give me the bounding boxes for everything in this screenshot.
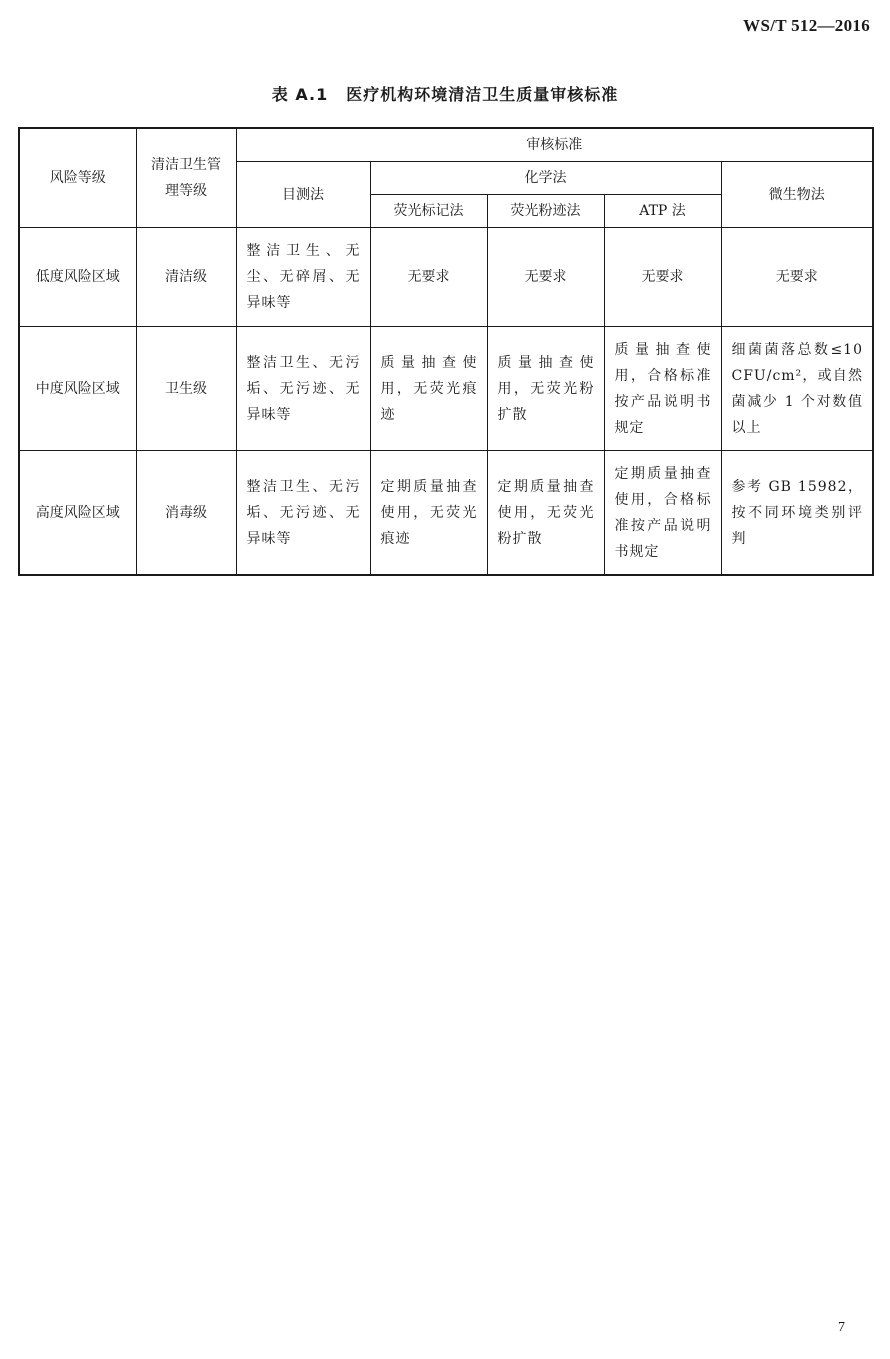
microbial-cell: 参考 GB 15982，按不同环境类别评判 xyxy=(721,451,873,576)
header-row-1 xyxy=(19,128,873,162)
risk-cell: 中度风险区域 xyxy=(19,327,136,451)
header-chemical-method: 化学法 xyxy=(370,162,721,195)
visual-cell: 整洁卫生、无尘、无碎屑、无异味等 xyxy=(236,228,370,327)
table-row xyxy=(19,327,873,451)
level-cell: 消毒级 xyxy=(136,451,236,576)
document-code: WS/T 512—2016 xyxy=(743,16,870,35)
risk-cell: 高度风险区域 xyxy=(19,451,136,576)
visual-cell: 整洁卫生、无污垢、无污迹、无异味等 xyxy=(236,451,370,576)
level-cell: 卫生级 xyxy=(136,327,236,451)
header-fluorescent-powder: 荧光粉迹法 xyxy=(487,195,604,228)
powder-cell: 无要求 xyxy=(487,228,604,327)
table-number: 表 A.1 xyxy=(271,85,329,104)
table-title xyxy=(0,82,890,105)
header-audit-standard: 审核标准 xyxy=(236,128,873,162)
marker-cell: 质量抽查使用，无荧光痕迹 xyxy=(370,327,487,451)
table-row xyxy=(19,451,873,576)
powder-cell: 质量抽查使用，无荧光粉扩散 xyxy=(487,327,604,451)
header-microbial-method: 微生物法 xyxy=(721,162,873,228)
header-visual-method: 目测法 xyxy=(236,162,370,228)
risk-cell: 低度风险区域 xyxy=(19,228,136,327)
microbial-cell: 无要求 xyxy=(721,228,873,327)
page-number: 7 xyxy=(838,1320,845,1335)
powder-cell: 定期质量抽查使用，无荧光粉扩散 xyxy=(487,451,604,576)
table-title-text: 医疗机构环境清洁卫生质量审核标准 xyxy=(346,85,619,104)
audit-standard-table xyxy=(18,127,874,576)
atp-cell: 无要求 xyxy=(604,228,721,327)
header-clean-level: 清洁卫生管理等级 xyxy=(136,128,236,228)
header-fluorescent-marker: 荧光标记法 xyxy=(370,195,487,228)
table-row xyxy=(19,228,873,327)
marker-cell: 无要求 xyxy=(370,228,487,327)
header-risk-level: 风险等级 xyxy=(19,128,136,228)
level-cell: 清洁级 xyxy=(136,228,236,327)
marker-cell: 定期质量抽查使用，无荧光痕迹 xyxy=(370,451,487,576)
header-atp-method: ATP 法 xyxy=(604,195,721,228)
atp-cell: 定期质量抽查使用，合格标准按产品说明书规定 xyxy=(604,451,721,576)
microbial-cell: 细菌菌落总数≤10 CFU/cm²，或自然菌减少 1 个对数值以上 xyxy=(721,327,873,451)
atp-cell: 质量抽查使用，合格标准按产品说明书规定 xyxy=(604,327,721,451)
visual-cell: 整洁卫生、无污垢、无污迹、无异味等 xyxy=(236,327,370,451)
